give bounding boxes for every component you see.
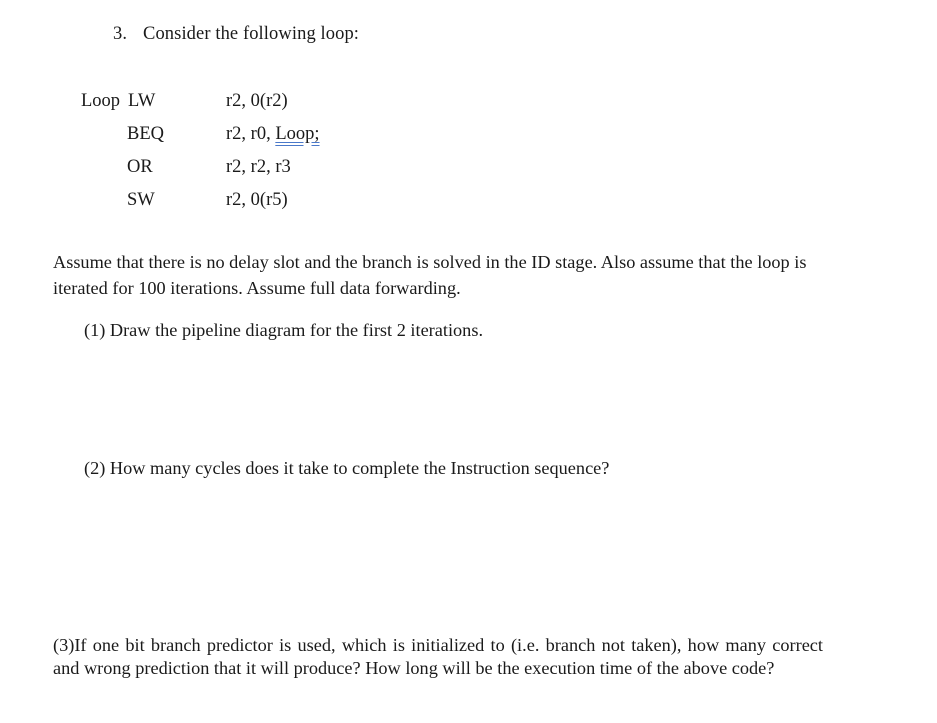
question-number: 3. — [113, 24, 128, 44]
assumption-paragraph: Assume that there is no delay slot and the branch is solved in the ID stage. Also assume that the loop is iterated for 100 iterations. Assume full data forwarding. — [53, 252, 807, 298]
code-args-lw: r2, 0(r2) — [226, 91, 288, 111]
subquestion-2: (2) How many cycles does it take to complete the Instruction sequence? — [84, 458, 610, 478]
code-op-lw: LW — [128, 91, 156, 111]
code-args-beq-prefix: r2, r0, — [226, 124, 276, 144]
code-args-beq — [226, 124, 320, 145]
question-prompt: Consider the following loop: — [143, 24, 360, 44]
loop-link[interactable]: Loop; — [275, 124, 320, 144]
subquestion-1: (1) Draw the pipeline diagram for the first 2 iterations. — [84, 320, 484, 340]
code-op-sw: SW — [127, 190, 155, 210]
code-args-sw: r2, 0(r5) — [226, 190, 288, 210]
code-op-or: OR — [127, 157, 153, 177]
code-args-or: r2, r2, r3 — [226, 157, 291, 177]
code-op-beq: BEQ — [127, 124, 164, 144]
code-label-loop: Loop — [81, 91, 121, 111]
subquestion-3: (3)If one bit branch predictor is used, which is initialized to (i.e. branch not taken), how many correct and wrong prediction that it will produce? How long will be the execution time of the above code? — [53, 635, 823, 678]
